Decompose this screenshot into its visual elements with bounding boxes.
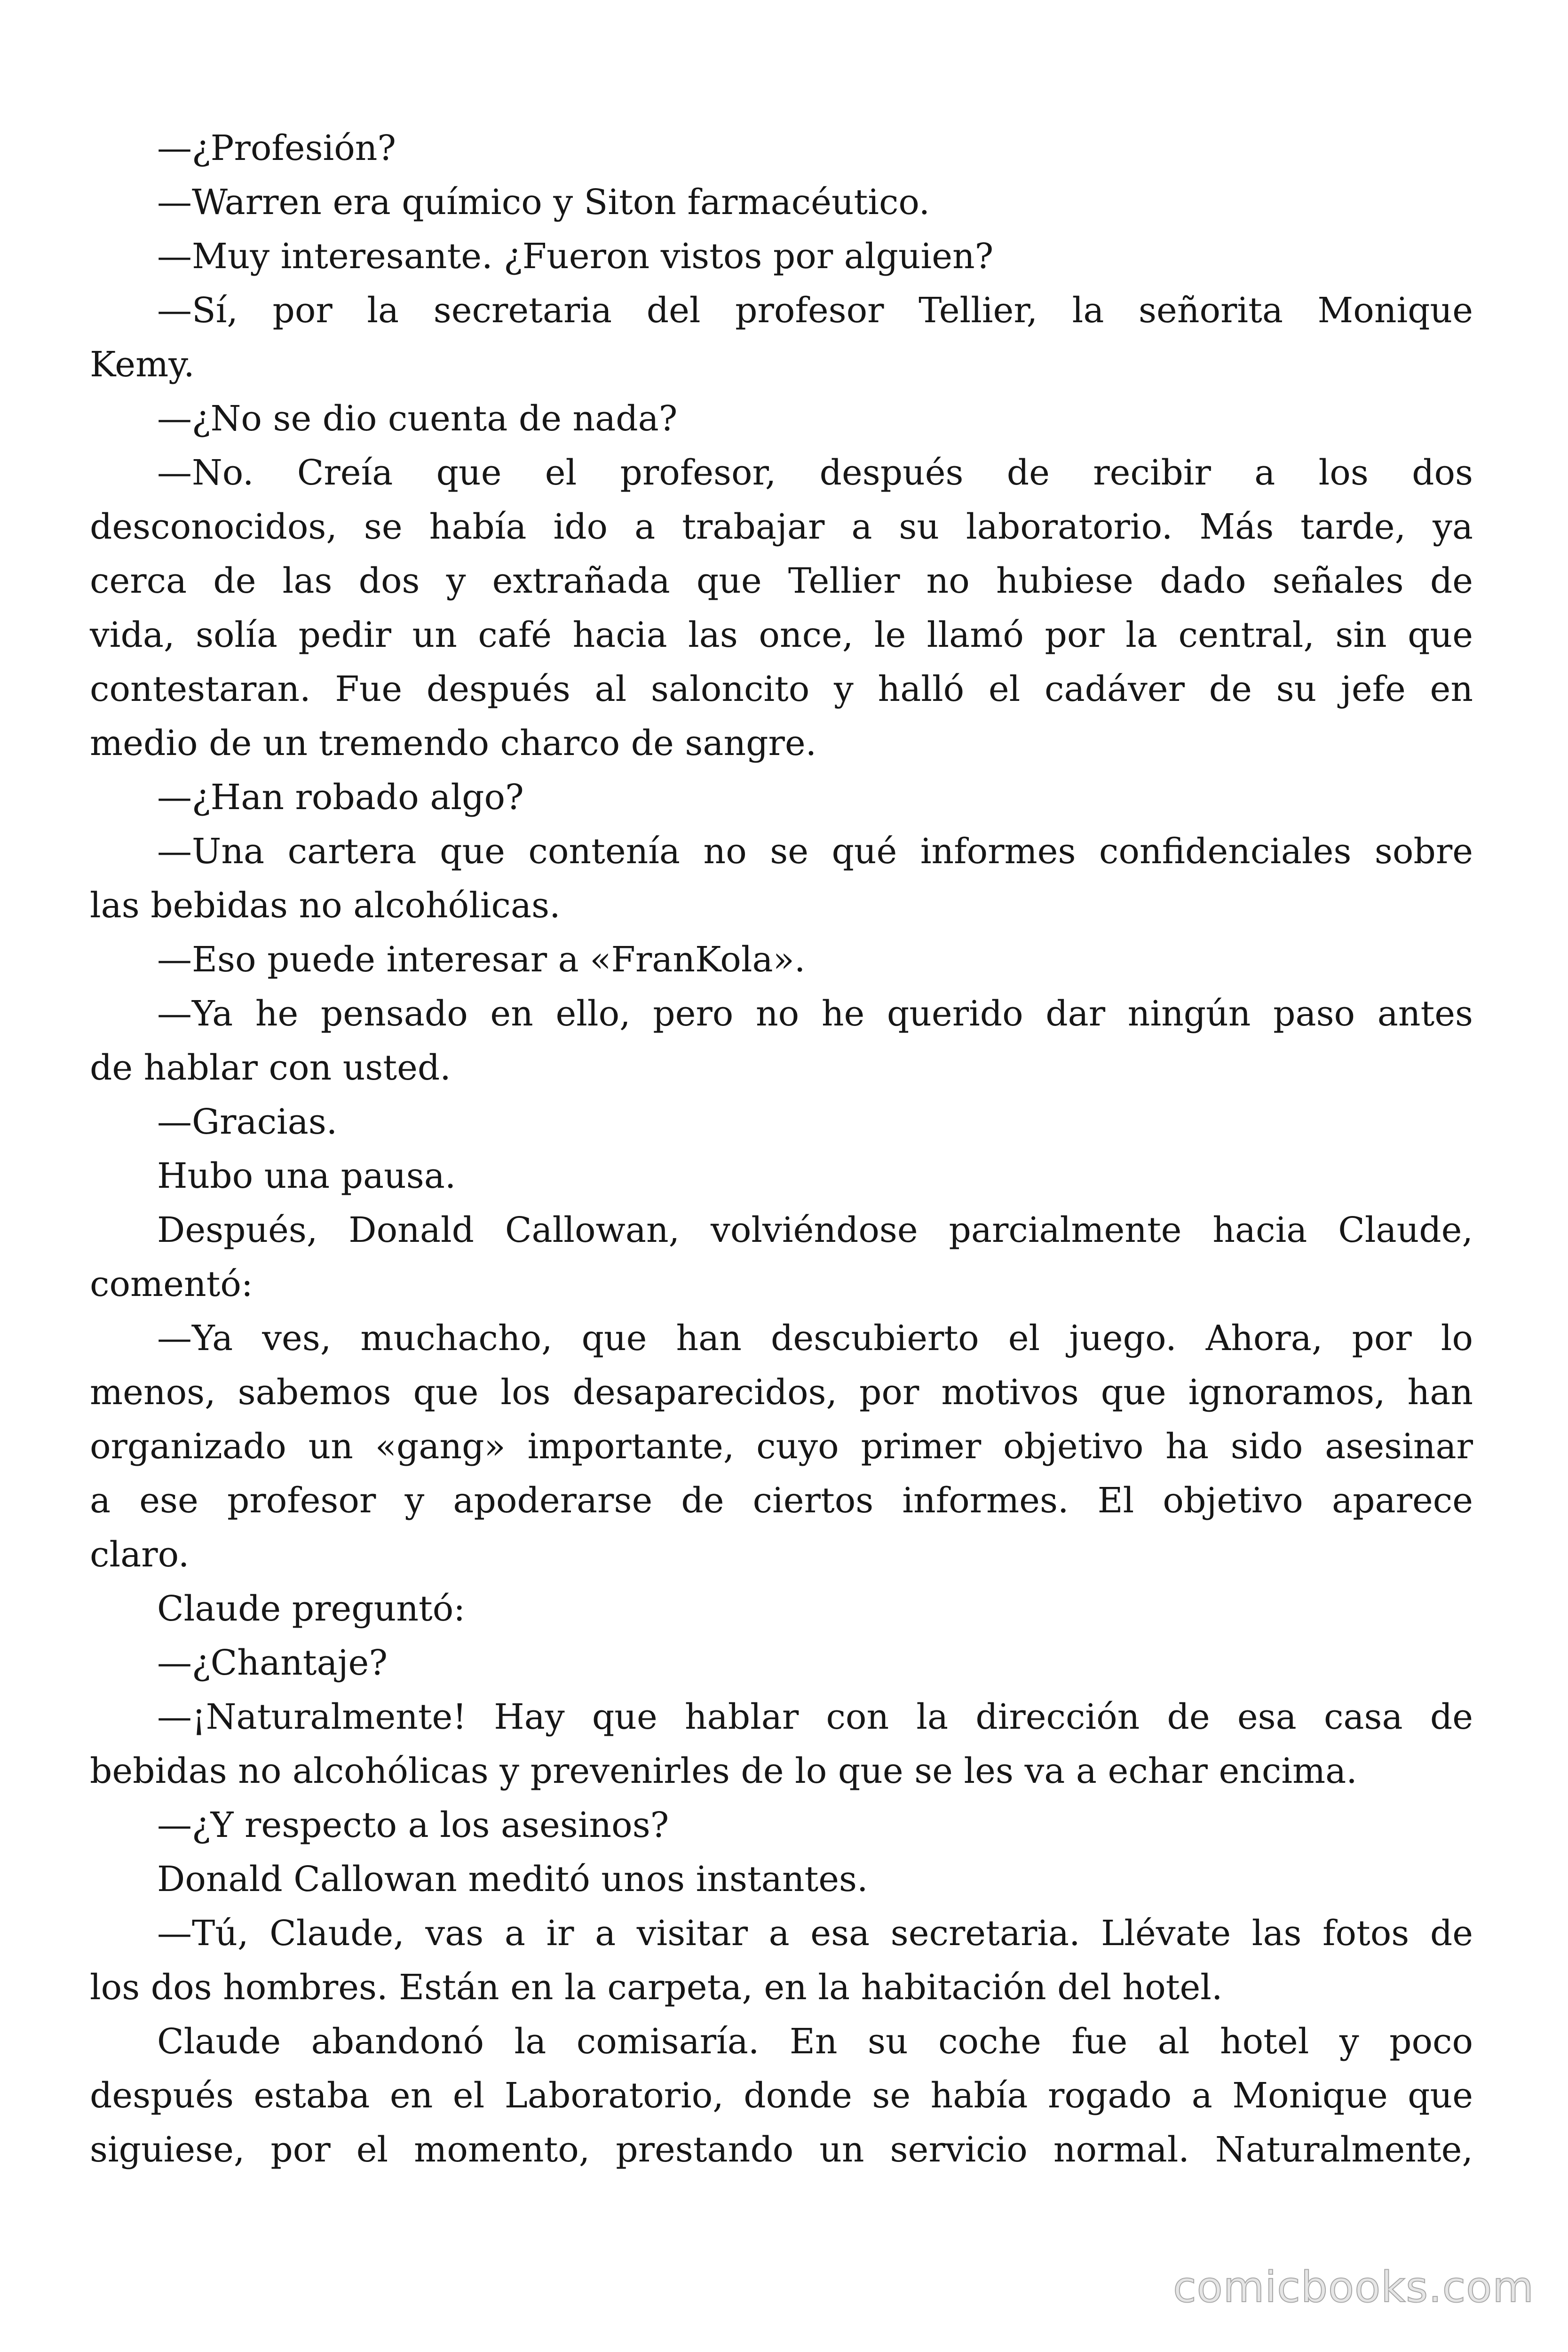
paragraph	[90, 1852, 1473, 1907]
text-line: claro.	[90, 1534, 190, 1575]
paragraph	[90, 987, 1473, 1095]
paragraph	[90, 933, 1473, 987]
text-line: —Muy interesante. ¿Fueron vistos por alguien?	[157, 236, 994, 277]
text-line: a ese profesor y apoderarse de ciertos informes. El objetivo aparece	[90, 1480, 1473, 1521]
body-text	[90, 121, 1473, 2177]
paragraph	[90, 1798, 1473, 1852]
text-line: —Sí, por la secretaria del profesor Tellier, la señorita Monique	[157, 290, 1473, 331]
paragraph	[90, 1582, 1473, 1636]
text-line: —No. Creía que el profesor, después de recibir a los dos	[157, 453, 1473, 493]
text-line: —Tú, Claude, vas a ir a visitar a esa secretaria. Llévate las fotos de	[157, 1913, 1473, 1954]
paragraph	[90, 121, 1473, 175]
text-line: organizado un «gang» importante, cuyo primer objetivo ha sido asesinar	[90, 1426, 1473, 1467]
text-line: los dos hombres. Están en la carpeta, en la habitación del hotel.	[90, 1967, 1223, 2008]
text-line: cerca de las dos y extrañada que Tellier no hubiese dado señales de	[90, 561, 1473, 601]
text-line: comentó:	[90, 1264, 253, 1304]
paragraph	[90, 392, 1473, 446]
paragraph	[90, 1907, 1473, 2015]
text-line: medio de un tremendo charco de sangre.	[90, 723, 817, 763]
text-line: vida, solía pedir un café hacia las once, le llamó por la central, sin que	[90, 615, 1473, 655]
text-line: Donald Callowan meditó unos instantes.	[157, 1859, 868, 1899]
paragraph	[90, 825, 1473, 933]
text-line: Hubo una pausa.	[157, 1156, 456, 1196]
text-line: Después, Donald Callowan, volviéndose parcialmente hacia Claude,	[157, 1210, 1473, 1250]
paragraph	[90, 446, 1473, 771]
paragraph	[90, 175, 1473, 230]
text-line: —¿Han robado algo?	[157, 777, 524, 818]
text-line: —¿No se dio cuenta de nada?	[157, 398, 678, 439]
paragraph	[90, 284, 1473, 392]
text-line: Claude preguntó:	[157, 1589, 466, 1629]
text-line: de hablar con usted.	[90, 1048, 451, 1088]
text-line: menos, sabemos que los desaparecidos, por motivos que ignoramos, han	[90, 1372, 1473, 1413]
text-line: las bebidas no alcohólicas.	[90, 885, 561, 926]
paragraph	[90, 1149, 1473, 1203]
text-line: bebidas no alcohólicas y prevenirles de lo que se les va a echar encima.	[90, 1751, 1357, 1791]
text-line: siguiese, por el momento, prestando un servicio normal. Naturalmente,	[90, 2130, 1473, 2170]
watermark: comicbooks.com	[1173, 2263, 1534, 2312]
text-line: —¡Naturalmente! Hay que hablar con la dirección de esa casa de	[157, 1697, 1473, 1737]
text-line: después estaba en el Laboratorio, donde se había rogado a Monique que	[90, 2075, 1473, 2116]
text-line: —Ya ves, muchacho, que han descubierto el juego. Ahora, por lo	[157, 1318, 1473, 1359]
text-line: —¿Profesión?	[157, 128, 396, 168]
paragraph	[90, 771, 1473, 825]
paragraph	[90, 230, 1473, 284]
text-line: —¿Chantaje?	[157, 1643, 388, 1683]
paragraph	[90, 1636, 1473, 1690]
text-line: —Gracias.	[157, 1102, 338, 1142]
paragraph	[90, 1203, 1473, 1311]
text-line: desconocidos, se había ido a trabajar a su laboratorio. Más tarde, ya	[90, 507, 1473, 547]
text-line: —Una cartera que contenía no se qué informes confidenciales sobre	[157, 831, 1473, 872]
text-line: Kemy.	[90, 344, 195, 385]
paragraph	[90, 1690, 1473, 1798]
text-line: —Ya he pensado en ello, pero no he querido dar ningún paso antes	[157, 993, 1473, 1034]
paragraph	[90, 2015, 1473, 2177]
text-line: contestaran. Fue después al saloncito y halló el cadáver de su jefe en	[90, 669, 1473, 709]
text-line: —Eso puede interesar a «FranKola».	[157, 939, 806, 980]
text-line: Claude abandonó la comisaría. En su coche fue al hotel y poco	[157, 2021, 1473, 2062]
text-line: —¿Y respecto a los asesinos?	[157, 1805, 669, 1845]
paragraph	[90, 1311, 1473, 1582]
text-line: —Warren era químico y Siton farmacéutico.	[157, 182, 930, 222]
paragraph	[90, 1095, 1473, 1149]
